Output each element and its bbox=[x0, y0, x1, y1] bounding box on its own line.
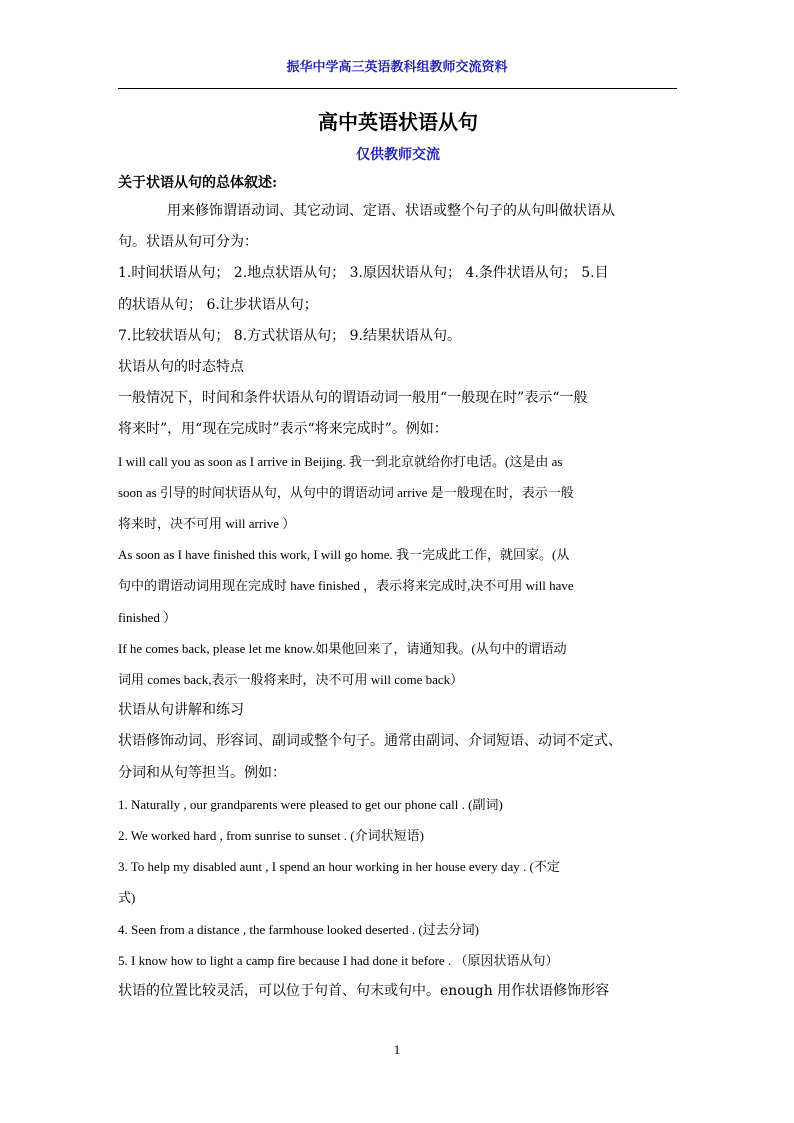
example-line: As soon as I have finished this work, I will go home. 我一完成此工作，就回家。(从 bbox=[118, 547, 570, 563]
example-line: 4. Seen from a distance , the farmhouse looked deserted . (过去分词) bbox=[118, 921, 480, 937]
section-heading-practice: 状语从句讲解和练习 bbox=[118, 702, 244, 719]
paragraph-line: 7.比较状语从句； 8.方式状语从句； 9.结果状语从句。 bbox=[118, 327, 461, 344]
document-title: 高中英语状语从句 bbox=[318, 110, 478, 134]
paragraph-line: 将来时”，用“现在完成时”表示“将来完成时”。例如： bbox=[118, 421, 448, 438]
example-line: 5. I know how to light a camp fire because I had done it before . （原因状语从句） bbox=[118, 952, 559, 968]
page-header: 振华中学高三英语教科组教师交流资料 bbox=[286, 60, 508, 75]
example-line: 3. To help my disabled aunt , I spend an hour working in her house every day . (不定 bbox=[118, 859, 560, 875]
example-line: I will call you as soon as I arrive in Beijing. 我一到北京就给你打电话。(这是由 as bbox=[118, 453, 563, 469]
paragraph-line: 用来修饰谓语动词、其它动词、定语、状语或整个句子的从句叫做状语从 bbox=[167, 203, 615, 219]
paragraph-line: 分词和从句等担当。例如： bbox=[118, 764, 286, 781]
paragraph-line: 一般情况下，时间和条件状语从句的谓语动词一般用“一般现在时”表示“一般 bbox=[118, 390, 588, 407]
document-subtitle: 仅供教师交流 bbox=[356, 147, 440, 163]
example-line: 句中的谓语动词用现在完成时 have finished ，表示将来完成时,决不可用 will have bbox=[118, 578, 574, 594]
section-heading-overview: 关于状语从句的总体叙述: bbox=[118, 175, 278, 191]
example-line: 1. Naturally , our grandparents were pleased to get our phone call . (副词) bbox=[118, 796, 503, 812]
document-body bbox=[118, 100, 678, 1007]
example-line: 2. We worked hard , from sunrise to sunset . (介词状短语) bbox=[118, 828, 424, 844]
paragraph-line: 状语修饰动词、形容词、副词或整个句子。通常由副词、介词短语、动词不定式、 bbox=[118, 733, 622, 750]
example-line: 将来时，决不可用 will arrive ） bbox=[118, 516, 296, 532]
example-line: finished ） bbox=[118, 609, 177, 625]
paragraph-line: 状语的位置比较灵活，可以位于句首、句末或句中。enough 用作状语修饰形容 bbox=[118, 983, 610, 1000]
paragraph-line: 1.时间状语从句； 2.地点状语从句； 3.原因状语从句； 4.条件状语从句； 5.目 bbox=[118, 265, 609, 282]
page-number: 1 bbox=[393, 1042, 401, 1057]
example-line: soon as 引导的时间状语从句，从句中的谓语动词 arrive 是一般现在时，表示一般 bbox=[118, 484, 574, 500]
example-line: 词用 comes back,表示一般将来时，决不可用 will come back） bbox=[118, 672, 464, 688]
header-rule bbox=[118, 88, 677, 89]
paragraph-line: 句。状语从句可分为： bbox=[118, 234, 258, 251]
section-heading-tense: 状语从句的时态特点 bbox=[118, 359, 244, 376]
example-line: If he comes back, please let me know.如果他回来了，请通知我。(从句中的谓语动 bbox=[118, 640, 567, 656]
paragraph-line: 的状语从句； 6.让步状语从句； bbox=[118, 296, 318, 313]
example-line: 式) bbox=[118, 890, 136, 906]
